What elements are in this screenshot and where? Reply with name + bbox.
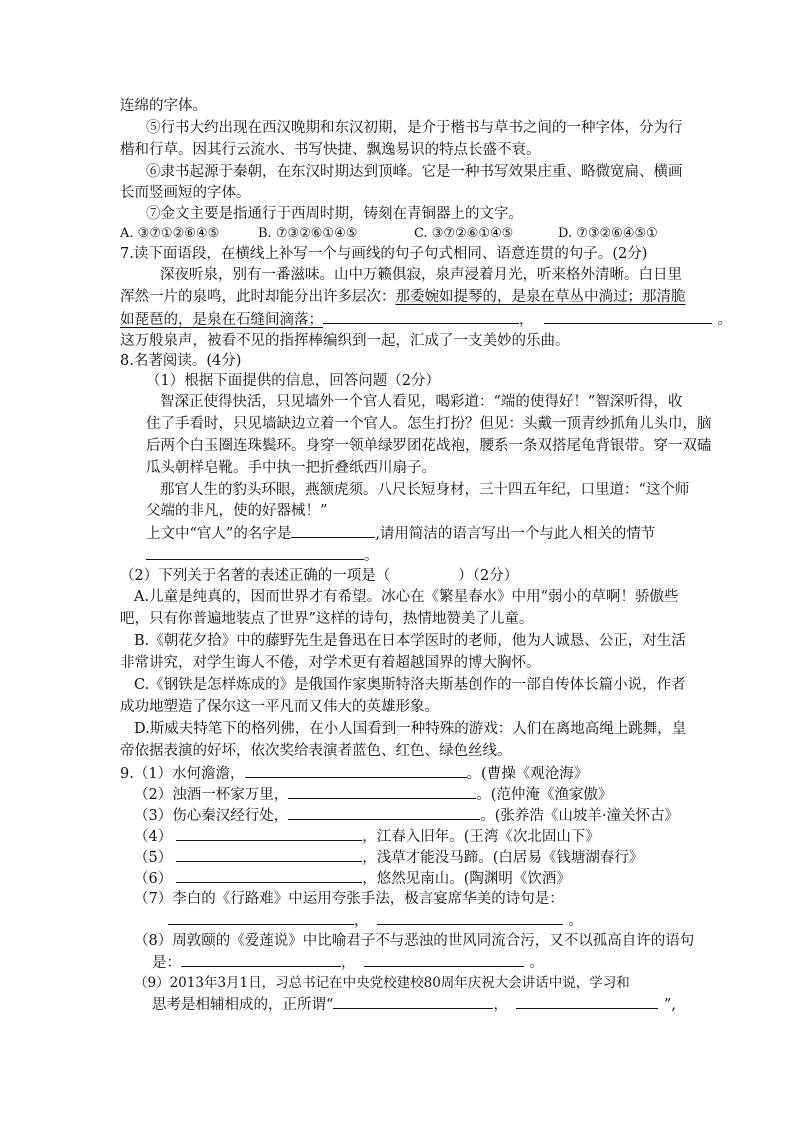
option-d: D.斯威夫特笔下的格列佛，在小人国看到一种特殊的游戏：人们在离地高绳上跳舞，皇: [134, 721, 687, 737]
answer-blank[interactable]: [364, 952, 524, 967]
plain-text: 是：: [152, 955, 181, 971]
plain-text: ，浅草才能没马蹄。(白居易《钱塘湖春行》: [362, 850, 644, 866]
punct: 。: [717, 312, 732, 328]
underlined-sentence: 如琵琶的，是泉在石缝间滴落；: [120, 312, 323, 328]
answer-blank[interactable]: [377, 910, 563, 925]
punct: 。: [364, 548, 379, 564]
subquestion-title: （1）根据下面提供的信息，回答问题（2分）: [146, 373, 440, 389]
text-line: 这万般泉声，被看不见的指挥棒编织到一起，汇成了一支美妙的乐曲。: [120, 333, 570, 349]
plain-text: （2）浊酒一杯家万里，: [134, 787, 289, 803]
plain-text: （4）: [134, 829, 173, 845]
plain-text: 。(范仲淹《渔家傲》: [476, 787, 613, 803]
option-a: A.儿童是纯真的，因而世界才有希望。冰心在《繁星春水》中用“弱小的草啊！骄傲些: [134, 589, 679, 605]
text-line: [152, 994, 676, 1015]
option-b: B.《朝花夕拾》中的藤野先生是鲁迅在日本学医时的老师，他为人诚恳、公正，对生活: [134, 633, 686, 649]
poem-item-3: [134, 805, 679, 826]
text-line: ⑥隶书起源于秦朝，在东汉时期达到顶峰。它是一种书写效果庄重、略微宽扁、横画: [146, 164, 683, 180]
text-line: [120, 309, 732, 330]
plain-text: 思考是相辅相成的，正所谓“: [152, 997, 334, 1013]
text-line: 后两个白玉圈连珠鬓环。身穿一领单绿罗团花战袍，腰系一条双搭尾龟背银带。穿一双磕: [146, 438, 712, 454]
text-line: 吧，只有你普遍地装点了世界”这样的诗句，热情地赞美了儿童。: [120, 611, 534, 627]
answer-blank[interactable]: [333, 994, 493, 1009]
option-c: C.《钢铁是怎样炼成的》是俄国作家奥斯特洛夫斯基创作的一部自传体长篇小说，作者: [134, 677, 686, 693]
plain-text: ，江春入旧年。(王湾《次北固山下》: [362, 829, 600, 845]
poem-item-4: [134, 826, 600, 847]
choice-a: A. ③⑦①②⑥④⑤: [120, 226, 220, 241]
answer-blank[interactable]: [168, 910, 354, 925]
text-line: [120, 287, 686, 307]
poem-item-2: [134, 784, 612, 805]
text-line: 深夜听泉，别有一番滋味。山中万籁俱寂，泉声浸着月光，听来格外清晰。白日里: [160, 267, 682, 283]
text-line: 父端的非凡，使的好器械！”: [146, 503, 328, 519]
text-line: ⑤行书大约出现在西汉晚期和东汉初期，是介于楷书与草书之间的一种字体，分为行: [146, 120, 683, 136]
punct: ，: [519, 312, 534, 328]
plain-text: ，悠然见南山。(陶渊明《饮酒》: [362, 871, 571, 887]
poem-item-5: [134, 847, 643, 868]
text-line: 长而竖画短的字体。: [120, 185, 251, 201]
question-8-title: 8.名著阅读。(4分): [120, 353, 242, 369]
punct: 。: [529, 955, 544, 971]
plain-text: 。(张养浩《山坡羊·潼关怀古》: [480, 808, 679, 824]
plain-text: （2）下列关于名著的表述正确的一项是（: [120, 568, 391, 584]
text-line: 瓜头朝样皂靴。手中执一把折叠纸西川扇子。: [146, 460, 436, 476]
text-line: 非常讲究，对学生诲人不倦，对学术更有着超越国界的博大胸怀。: [120, 655, 541, 671]
plain-text: （6）: [134, 871, 173, 887]
poem-item-6: [134, 868, 571, 889]
punct: 。: [568, 913, 583, 929]
answer-blank[interactable]: [176, 868, 362, 883]
plain-text: ）（2分）: [458, 568, 519, 584]
answer-blank[interactable]: [176, 847, 362, 862]
text-line: [168, 910, 583, 931]
text-line: ⑦金文主要是指通行于西周时期，铸刻在青铜器上的文字。: [146, 206, 523, 222]
poem-item-9: （9）2013年3月1日，习总书记在中央党校建校80周年庆祝大会讲话中说，学习和: [134, 975, 630, 991]
poem-item-8: （8）周敦颐的《爱莲说》中比喻君子不与恶浊的世风同流合污，又不以孤高自许的语句: [134, 933, 695, 949]
answer-blank[interactable]: [245, 763, 467, 778]
subquestion-title: [120, 566, 518, 586]
punct: ，: [493, 997, 508, 1013]
answer-blank[interactable]: [516, 994, 658, 1009]
answer-blank[interactable]: [176, 826, 362, 841]
answer-blank[interactable]: [288, 805, 480, 820]
underlined-sentence: 那委婉如提琴的，是泉在草丛中淌过；那清脆: [395, 289, 686, 305]
answer-blank[interactable]: [288, 784, 476, 799]
text-line: 连绵的字体。: [120, 98, 207, 114]
text-line: 那官人生的豹头环眼，燕颔虎须。八尺长短身材，三十四五年纪，口里道：“这个师: [160, 482, 690, 498]
choice-d: D. ⑦③②⑥④⑤①: [558, 226, 658, 241]
plain-text: （3）伤心秦汉经行处，: [134, 808, 289, 824]
answer-blank[interactable]: [544, 309, 712, 324]
text-line: 住了手看时，只见墙缺边立着一个官人。怎生打扮？但见：头戴一顶青纱抓角儿头巾，脑: [146, 416, 712, 432]
punct: ，: [341, 955, 356, 971]
plain-text: 浑然一片的泉鸣，此时却能分出许多层次：: [120, 289, 396, 305]
choice-b: B. ⑦③②⑥①④⑤: [258, 226, 358, 241]
punct: ”,: [663, 997, 676, 1013]
text-line: [146, 545, 379, 566]
answer-blank[interactable]: [146, 545, 364, 560]
plain-text: 。(曹操《观沧海》: [466, 766, 589, 782]
text-line: [152, 952, 544, 973]
text-line: 帝依据表演的好坏，依次奖给表演者蓝色、红色、绿色丝线。: [120, 743, 512, 759]
answer-blank[interactable]: [323, 309, 519, 324]
poem-item-1: [120, 763, 588, 784]
text-line: 智深正使得快活，只见墙外一个官人看见，喝彩道：“端的使得好！”智深听得，收: [160, 394, 683, 410]
plain-text: ,请用简洁的语言写出一个与此人相关的情节: [375, 526, 656, 542]
answer-blank[interactable]: [181, 952, 341, 967]
text-line: 楷和行草。因其行云流水、书写快捷、飘逸易识的特点长盛不衰。: [120, 142, 541, 158]
question-7-title: 7.读下面语段，在横线上补写一个与画线的句子句式相同、语意连贯的句子。(2分): [120, 246, 648, 262]
plain-text: 上文中“官人”的名字是: [146, 526, 292, 542]
plain-text: （5）: [134, 850, 173, 866]
text-line: [146, 523, 655, 544]
text-line: 成功地塑造了保尔这一平凡而又伟大的英雄形象。: [120, 699, 439, 715]
punct: ，: [354, 913, 369, 929]
plain-text: 9.（1）水何澹澹，: [120, 766, 245, 782]
choice-c: C. ③⑦②⑥①④⑤: [414, 226, 514, 241]
poem-item-7: （7）李白的《行路难》中运用夸张手法，极言宴席华美的诗句是：: [134, 891, 564, 907]
answer-blank[interactable]: [291, 523, 375, 538]
